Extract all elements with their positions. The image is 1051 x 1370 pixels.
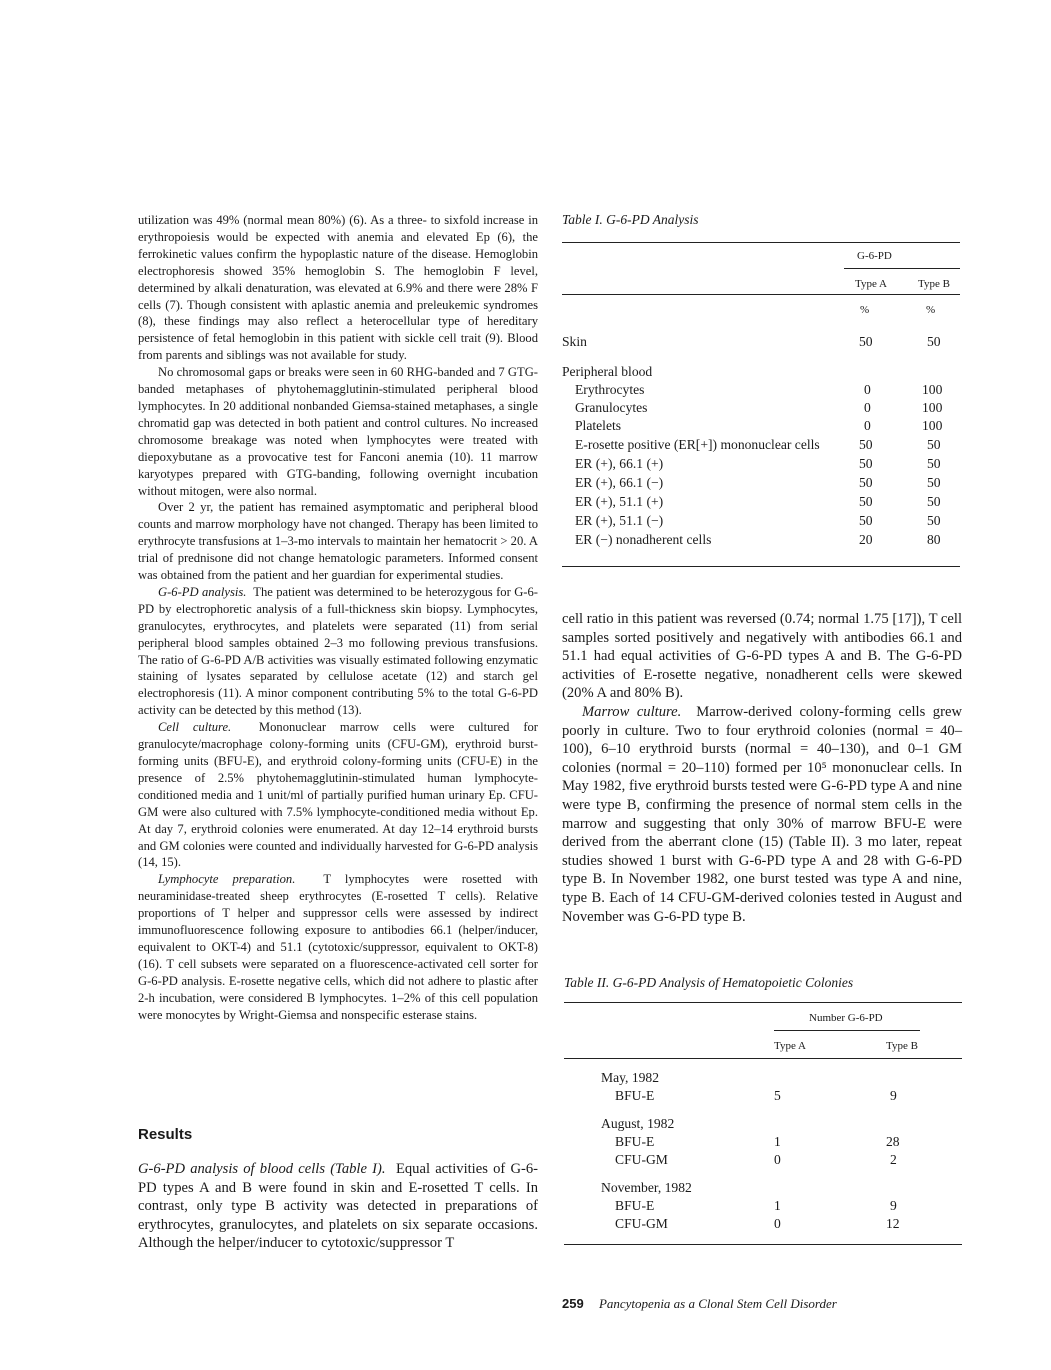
table1-value-a: 20 <box>859 532 873 547</box>
table2-group-rule <box>774 1030 920 1031</box>
runin-heading: G-6-PD analysis of blood cells (Table I). <box>138 1161 386 1177</box>
results-section <box>138 1160 538 1253</box>
paragraph-ferrokinetics: utilization was 49% (normal mean 80%) (6). As a three- to sixfold increase in erythropoiesis would be expected with anemia and elevated Ep (6), the ferrokinetic values confirm the hypoplastic nature of the disease. Hemoglobin electrophoresis showed 35% hemoglobin S. The hemoglobin F level, determined by alkali denaturation, was elevated at 6.9% and there were 28% F cells (7). Though consistent with aplastic anemia and preleukemic syndromes (8), these findings may also reflect a heterocellular type of hereditary persistence of fetal hemoglobin in this patient with sickle cell trait (9). Blood from parents and siblings was not available for study. <box>138 213 538 363</box>
paragraph-marrow-culture: Marrow culture. Marrow-derived colony-forming cells grew poorly in culture. Two to four erythroid colonies (normal = 40–100), 6–10 erythroid bursts (normal = 40–130), and 0–1 GM colonies (normal = 20–110) formed per 10⁵ mononuclear cells. In May 1982, five erythroid bursts tested were G-6-PD type A and nine were type B, confirming the presence of normal stem cells in the marrow and suggesting that only 30% of marrow BFU-E were derived from the aberrant clone (15) (Table II). 3 mo later, repeat studies showed 1 burst with G-6-PD type A and 28 with G-6-PD type B. In November 1982, one burst tested was type A and nine, type B. Each of 14 CFU-GM-derived colonies tested in August and November was G-6-PD type B. <box>562 703 962 925</box>
paragraph-lymphocyte-preparation: Lymphocyte preparation. T lymphocytes were rosetted with neuraminidase-treated sheep erythrocytes (E-rosetted T cells). Relative proportions of T helper and suppressor cells were assessed by indirect immunofluorescence following exposure to antibodies 66.1 (helper/inducer, equivalent to OKT-4) and 51.1 (cytotoxic/suppressor, equivalent to OKT-8) (16). T cell subsets were separated on a fluorescence-activated cell sorter for G-6-PD analysis. E-rosette negative cells, which did not adhere to plastic after 2-h incubation, were considered B lymphocytes. 1–2% of this cell population were monocytes by Wright-Giemsa and nonspecific esterase stains. <box>138 872 538 1022</box>
table1-unit-b: % <box>926 304 936 316</box>
table1-value-a: 0 <box>864 382 871 397</box>
table1-value-b: 50 <box>927 456 941 471</box>
table1-row-label: E-rosette positive (ER[+]) mononuclear cells <box>575 437 820 452</box>
table1-caption: Table I. G-6-PD Analysis <box>562 212 699 227</box>
table2-row-label: BFU-E <box>615 1198 655 1213</box>
table2-row-label: BFU-E <box>615 1088 655 1103</box>
table1-value-b: 100 <box>922 418 943 433</box>
table1-row-label: ER (−) nonadherent cells <box>575 532 712 547</box>
table1-row-label: ER (+), 66.1 (+) <box>575 456 664 471</box>
table2-value-b: 9 <box>890 1198 897 1213</box>
paragraph-chromosomes: No chromosomal gaps or breaks were seen in 60 RHG-banded and 7 GTG-banded metaphases of phytohemagglutinin-stimulated peripheral blood lymphocytes. In 20 additional nonbanded Giemsa-stained metaphases, a single chromatid gap was detected in both patient and control cultures. No increased chromosome breakage was noted when lymphocytes were treated with diepoxybutane as a provocative test for Fanconi anemia (10). 11 marrow karyotypes prepared with GTG-banding, following overnight incubation without mitogen, were also normal. <box>138 365 538 498</box>
table2-header-rule <box>564 1058 962 1059</box>
table1-value-b: 50 <box>927 334 941 349</box>
page-footer <box>562 1296 837 1312</box>
table1-value-a: 0 <box>864 400 871 415</box>
table1-row-label: Peripheral blood <box>562 364 653 379</box>
paragraph-t-cell-ratio: cell ratio in this patient was reversed (0.74; normal 1.75 [17]), T cell samples sorted positively and negatively with antibodies 66.1 and 51.1 had equal activities of G-6-PD types A and B. The G-6-PD activities of E-rosette negative, nonadherent cells were skewed (20% A and 80% B). <box>562 611 962 702</box>
paragraph-clinical-course: Over 2 yr, the patient has remained asymptomatic and peripheral blood counts and marrow morphology have not changed. Therapy has been limited to erythrocyte transfusions at 1–3-mo intervals to maintain her hematocrit > 20. A trial of prednisone did not change hematologic parameters. Informed consent was obtained from the patient and her guardian for experimental studies. <box>138 500 538 583</box>
table1-col-type-a: Type A <box>855 278 887 290</box>
table2-row-label: BFU-E <box>615 1134 655 1149</box>
page-number: 259 <box>562 1296 584 1311</box>
table1-value-a: 50 <box>859 456 873 471</box>
table1-row-label: Platelets <box>575 418 622 433</box>
table1-value-b: 80 <box>927 532 941 547</box>
table1-group-header: G-6-PD <box>857 250 892 262</box>
running-title: Pancytopenia as a Clonal Stem Cell Disorder <box>598 1296 837 1311</box>
runin-heading: Marrow culture. <box>582 703 682 720</box>
table2-top-rule <box>564 1002 962 1003</box>
table2-value-a: 0 <box>774 1152 781 1167</box>
table2-caption: Table II. G-6-PD Analysis of Hematopoietic Colonies <box>564 975 854 990</box>
table2-bottom-rule <box>564 1244 962 1245</box>
table1-row-label: ER (+), 66.1 (−) <box>575 475 664 490</box>
table2-value-b: 12 <box>886 1216 900 1231</box>
table1-row-label: Erythrocytes <box>575 382 645 397</box>
table1-row-label: ER (+), 51.1 (−) <box>575 513 664 528</box>
table1-header-rule <box>562 294 960 295</box>
table1-col-type-b: Type B <box>918 278 950 290</box>
table2-col-type-a: Type A <box>774 1040 806 1052</box>
table1-value-b: 50 <box>927 494 941 509</box>
runin-heading: Cell culture. <box>158 720 232 735</box>
table2-row-label: November, 1982 <box>601 1180 692 1195</box>
table1-value-b: 50 <box>927 475 941 490</box>
runin-heading: Lymphocyte preparation. <box>158 872 296 887</box>
table1-value-a: 50 <box>859 437 873 452</box>
table1-value-b: 50 <box>927 437 941 452</box>
table1-value-b: 50 <box>927 513 941 528</box>
table1-group-rule <box>844 268 960 269</box>
table2-row-label: CFU-GM <box>615 1216 668 1231</box>
table2-value-a: 1 <box>774 1198 781 1213</box>
table2-group-header: Number G-6-PD <box>809 1012 883 1024</box>
table1-value-a: 50 <box>859 494 873 509</box>
table1-unit-a: % <box>860 304 870 316</box>
left-column <box>138 212 538 1024</box>
table1-value-a: 50 <box>859 334 873 349</box>
table1-row-label: Skin <box>562 334 587 349</box>
table2-row-label: August, 1982 <box>601 1116 675 1131</box>
table2-value-a: 1 <box>774 1134 781 1149</box>
paragraph-cell-culture: Cell culture. Mononuclear marrow cells were cultured for granulocyte/macrophage colony-forming units (CFU-GM), erythroid burst-forming units (BFU-E), and erythroid colony-forming units (CFU-E) in the presence of 2.5% phytohemagglutinin-stimulated human lymphocyte-conditioned media and 1 unit/ml of partially purified human urinary Ep. CFU-GM were also cultured with 7.5% lymphocyte-conditioned media without Ep. At day 7, erythroid colonies were enumerated. At day 12–14 erythroid bursts and GM colonies were counted and individually harvested for G-6-PD analysis (14, 15). <box>138 720 539 870</box>
table2-col-type-b: Type B <box>886 1040 918 1052</box>
table2-value-b: 9 <box>890 1088 897 1103</box>
results-heading: Results <box>138 1126 193 1143</box>
runin-heading: G-6-PD analysis. <box>158 584 247 599</box>
table2-row-label: CFU-GM <box>615 1152 668 1167</box>
table1-value-b: 100 <box>922 382 943 397</box>
paragraph-results: G-6-PD analysis of blood cells (Table I). Equal activities of G-6-PD types A and B were found in skin and E-rosetted T cells. In contrast, only type B activity was detected in preparations of erythrocytes, granulocytes, and platelets on six separate occasions. Although the helper/inducer to cytotoxic/suppressor T <box>138 1161 539 1252</box>
table2-value-a: 0 <box>774 1216 781 1231</box>
paragraph-g6pd-analysis: G-6-PD analysis. The patient was determined to be heterozygous for G-6-PD by electrophoretic analysis of a full-thickness skin biopsy. Lymphocytes, granulocytes, erythrocytes, and platelets were separated (11) from serial peripheral blood samples obtained 2–3 mo following previous transfusions. The ratio of G-6-PD A/B activities was visually estimated following enzymatic staining of lysates separated by cellulose acetate (12) and starch gel electrophoresis (11). A minor component contributing 5% to the total G-6-PD activity can be detected by this method (13). <box>138 584 538 718</box>
table1-top-rule <box>562 242 960 243</box>
table2-value-b: 28 <box>886 1134 900 1149</box>
table1-value-a: 50 <box>859 475 873 490</box>
table1-value-a: 50 <box>859 513 873 528</box>
table2-row-label: May, 1982 <box>601 1070 660 1085</box>
table2-value-a: 5 <box>774 1088 781 1103</box>
table1-bottom-rule <box>562 566 960 567</box>
table1-value-a: 0 <box>864 418 871 433</box>
table1-row-label: ER (+), 51.1 (+) <box>575 494 664 509</box>
table2-value-b: 2 <box>890 1152 897 1167</box>
right-column <box>562 610 962 926</box>
table1-value-b: 100 <box>922 400 943 415</box>
table1-row-label: Granulocytes <box>575 400 648 415</box>
